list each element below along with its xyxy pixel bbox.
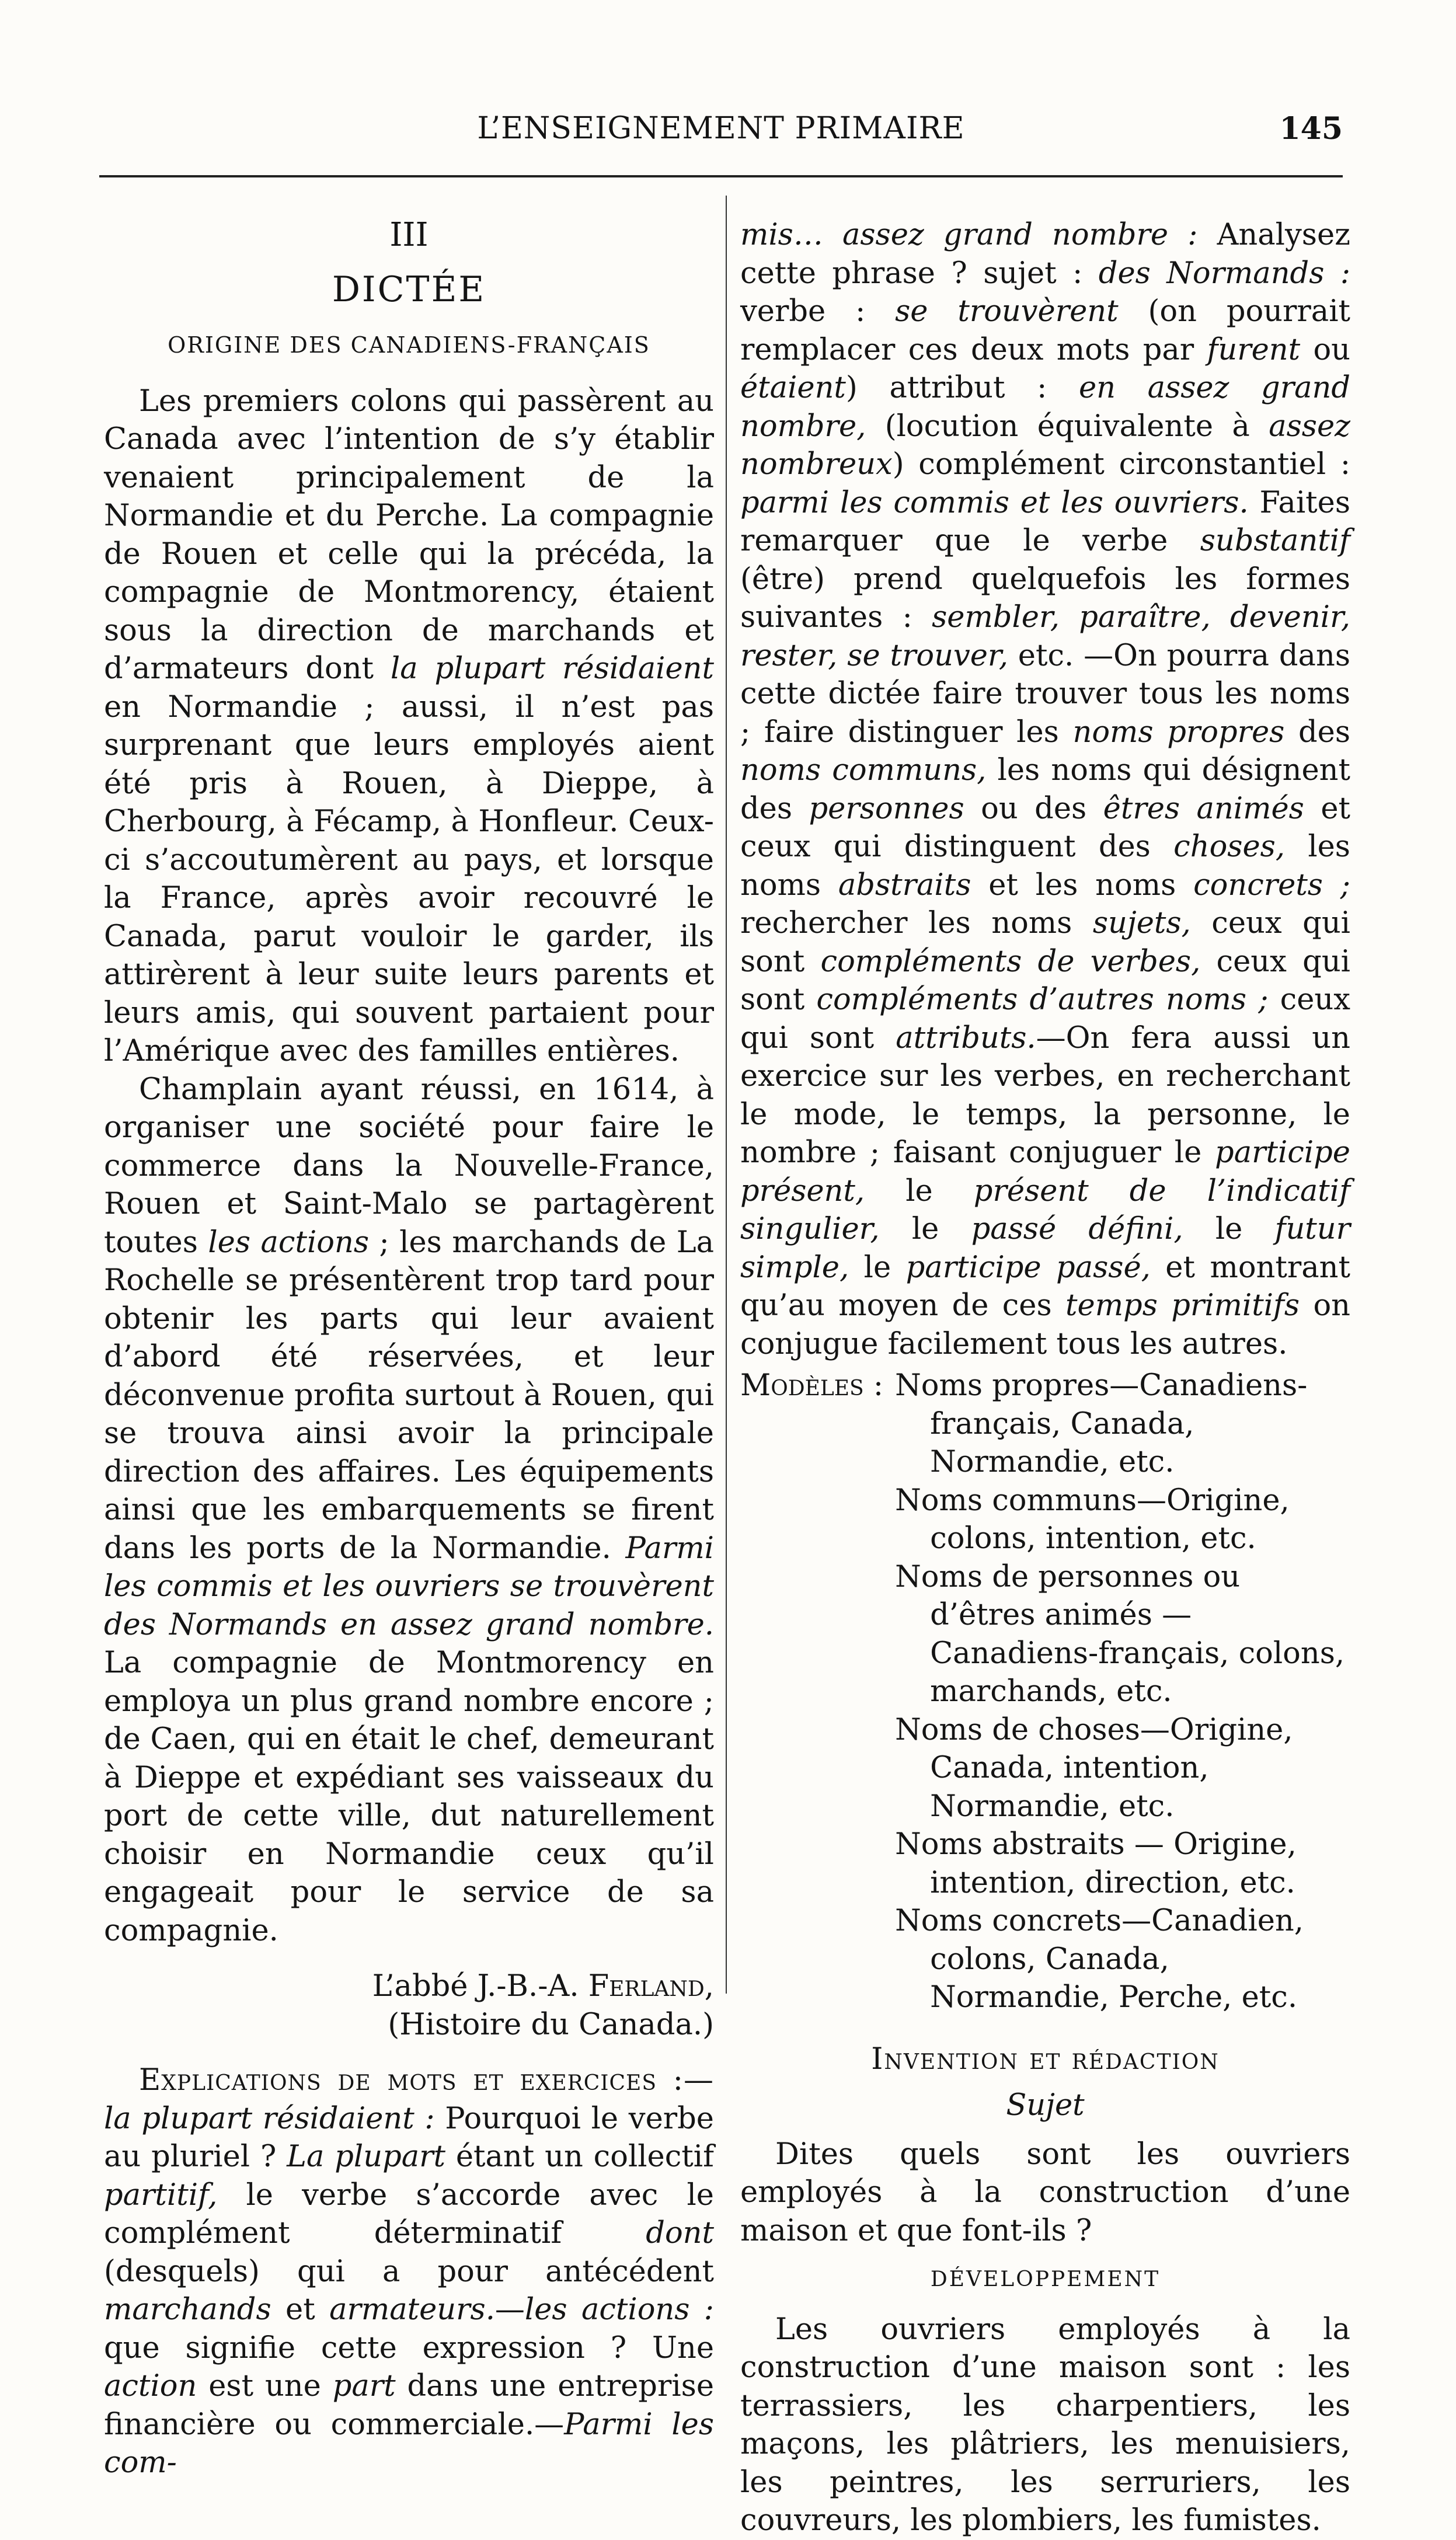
text-run: et les noms — [971, 867, 1194, 903]
italic-run: êtres animés — [1103, 791, 1304, 826]
text-run: des — [1284, 715, 1351, 750]
italic-run: noms communs, — [740, 753, 987, 788]
italic-run: compléments d’autres noms ; — [816, 982, 1269, 1017]
text-run: Les premiers colons qui passèrent au Canada avec l’intention de s’y établir venaient principalement de la Normandie et du Perche. La compagnie de Rouen et celle qui la précéda, la compagnie de Montmorency, étaient sous la direction de marchands et d’armateurs dont — [104, 384, 714, 686]
text-run: le verbe s’accorde avec le complément déterminatif — [104, 2177, 714, 2250]
explanations-paragraph — [104, 2061, 714, 2482]
italic-run: compléments de verbes, — [820, 944, 1201, 979]
text-run: étant un collectif — [445, 2140, 714, 2174]
model-item: Noms de personnes ou d’êtres animés — Canadiens-français, colons, marchands, etc. — [895, 1559, 1345, 1709]
running-header — [99, 111, 1343, 158]
page-number: 145 — [1279, 111, 1343, 147]
attribution-author — [104, 1967, 714, 2006]
author-prefix: L’abbé J.-B.-A. — [372, 1969, 588, 2004]
italic-run: les actions — [208, 1225, 370, 1260]
model-item: Noms de choses—Origine, Canada, intention, Normandie, etc. — [895, 1712, 1293, 1824]
italic-run: action — [104, 2369, 197, 2403]
italic-run: sembler, paraître, devenir, rester, se trouver, — [740, 600, 1350, 673]
development-text: Les ouvriers employés à la construction d’une maison sont : les terrassiers, les charpentiers, les maçons, les plâtriers, les menuisiers, les peintres, les serruriers, les couvreurs, les plombiers, les fumistes. — [740, 2312, 1350, 2538]
text-run: (être) prend quelquefois les formes suivantes : — [740, 562, 1350, 635]
italic-run: attributs. — [896, 1020, 1036, 1055]
dictation-paragraph-2 — [104, 1071, 714, 1950]
italic-run: parmi les commis et les ouvriers. — [740, 485, 1249, 520]
text-run: ceux qui sont — [740, 906, 1350, 979]
explanations-heading: Explications de mots et exercices :— — [139, 2063, 714, 2097]
invention-heading: Invention et rédaction — [871, 2041, 1220, 2076]
text-run: les noms qui désignent des — [740, 753, 1350, 826]
dictation-subtitle: ORIGINE DES CANADIENS-FRANÇAIS — [168, 332, 650, 358]
italic-run: présent de l’indicatif singulier, — [740, 1173, 1350, 1246]
text-run: (locution équivalente à — [866, 409, 1269, 444]
italic-run: passé défini, — [971, 1212, 1183, 1246]
italic-run: sujets, — [1092, 906, 1191, 940]
dictation-paragraph-1 — [104, 382, 714, 1071]
italic-run: armateurs. — [329, 2292, 495, 2327]
subject-label: Sujet — [1006, 2088, 1085, 2123]
attribution — [104, 1967, 714, 2044]
column-divider — [726, 196, 727, 1994]
italic-run: substantif — [1200, 524, 1350, 558]
italic-run: des Normands : — [1098, 256, 1351, 291]
text-run: le — [849, 1250, 906, 1285]
development-heading: DÉVELOPPEMENT — [930, 2267, 1161, 2291]
model-item: Noms abstraits — Origine, intention, direction, etc. — [895, 1827, 1297, 1900]
italic-run: participe présent, — [740, 1135, 1350, 1208]
text-run: ceux qui sont — [740, 944, 1350, 1017]
text-run: ou des — [964, 791, 1103, 826]
text-run: (on pourrait remplacer ces deux mots par — [740, 294, 1350, 367]
text-run: — — [494, 2292, 525, 2327]
text-run: dans une entreprise financière ou commerciale.— — [104, 2369, 715, 2442]
italic-run: étaient — [740, 371, 846, 405]
italic-run: Parmi les com- — [104, 2407, 714, 2480]
italic-run: La plupart — [287, 2140, 445, 2174]
text-run: Analysez cette phrase ? sujet : — [740, 218, 1351, 291]
italic-run: se trouvèrent — [895, 294, 1119, 329]
attribution-source: (Histoire du Canada.) — [388, 2007, 714, 2042]
italic-run: mis… assez grand nombre : — [740, 218, 1198, 252]
italic-run: abstraits — [838, 867, 971, 903]
text-run: le — [879, 1212, 971, 1246]
section-number: III — [389, 216, 429, 254]
italic-run: Parmi les commis et les ouvriers se trouvèrent des Normands en assez grand nombre. — [104, 1531, 714, 1642]
section-title: DICTÉE — [332, 269, 486, 310]
text-run: Pourquoi le verbe au pluriel ? — [104, 2101, 714, 2174]
text-run: (desquels) qui a pour antécédent — [104, 2254, 714, 2289]
text-run: rechercher les noms — [740, 906, 1093, 940]
header-rule — [99, 175, 1343, 177]
italic-run: dont — [646, 2216, 714, 2250]
text-run: et — [271, 2292, 330, 2327]
italic-run: en assez grand nombre, — [740, 371, 1350, 444]
text-run: La compagnie de Montmorency en employa un plus grand nombre encore ; de Caen, qui en était le chef, demeurant à Dieppe et expédiant ses vaisseaux du port de cette ville, dut naturellement choisir en Normandie ceux qu’il engageait pour le service de sa compagnie. — [104, 1646, 714, 1948]
italic-run: la plupart résidaient : — [104, 2101, 435, 2136]
text-run: ) attribut : — [845, 371, 1079, 405]
models-label: Modèles : — [740, 1368, 884, 1403]
right-column — [740, 216, 1350, 2540]
text-run: est une — [197, 2369, 333, 2403]
models-block — [740, 1367, 1350, 2017]
text-run: et montrant qu’au moyen de ces — [740, 1250, 1350, 1323]
running-title: L’ENSEIGNEMENT PRIMAIRE — [477, 111, 965, 146]
text-run: en Normandie ; aussi, il n’est pas surprenant que leurs employés aient été pris à Rouen, à Dieppe, à Cherbourg, à Fécamp, à Honfleur. Ceux-ci s’accoutumèrent au pays, et lorsque la France, après avoir recouvré le Canada, parut vouloir le garder, ils attirèrent à leur suite leurs parents et leurs amis, qui souvent partaient pour l’Amérique avec des familles entières. — [104, 689, 714, 1068]
italic-run: partitif, — [104, 2177, 218, 2213]
models-list — [895, 1367, 1350, 2017]
text-run: ceux qui sont — [740, 982, 1350, 1055]
text-run: et ceux qui distinguent des — [740, 791, 1351, 864]
italic-run: participe passé, — [905, 1250, 1151, 1285]
text-run: le — [865, 1173, 974, 1208]
italic-run: part — [332, 2369, 396, 2403]
italic-run: furent — [1207, 332, 1301, 367]
italic-run: assez nombreux — [740, 409, 1350, 482]
text-run: les noms — [740, 830, 1350, 903]
text-run: verbe : — [740, 294, 896, 329]
text-run: ou — [1300, 332, 1351, 367]
model-item: Noms communs—Origine, colons, intention, etc. — [895, 1483, 1290, 1556]
text-run: —On fera aussi un exercice sur les verbes, en recherchant le mode, le temps, la personne, le nombre ; faisant conjuguer le — [740, 1020, 1350, 1170]
model-item: Noms propres—Canadiens-français, Canada, Normandie, etc. — [895, 1368, 1308, 1479]
text-run: que signifie cette expression ? Une — [104, 2330, 714, 2365]
text-run: on conjugue facilement tous les autres. — [740, 1288, 1350, 1361]
italic-run: la plupart résidaient — [390, 651, 714, 686]
text-run: Champlain ayant réussi, en 1614, à organiser une société pour faire le commerce dans la Nouvelle-France, Rouen et Saint-Malo se partagèrent toutes — [104, 1072, 714, 1260]
italic-run: noms propres — [1072, 715, 1285, 750]
italic-run: temps primitifs — [1065, 1288, 1300, 1323]
text-run: le — [1183, 1212, 1275, 1246]
author-name: Ferland, — [588, 1969, 714, 2004]
italic-run: marchands — [104, 2292, 271, 2327]
model-item: Noms concrets—Canadien, colons, Canada, Normandie, Perche, etc. — [895, 1904, 1304, 2015]
italic-run: futur simple, — [740, 1212, 1351, 1285]
exercise-continuation — [740, 216, 1350, 1363]
text-run: ; les marchands de La Rochelle se présentèrent trop tard pour obtenir les parts qui leur avaient d’abord été réservées, et leur déconvenue profita surtout à Rouen, qui se trouva ainsi avoir la principale direction des affaires. Les équipements ainsi que les embarquements se firent dans les ports de la Normandie. — [104, 1225, 715, 1566]
italic-run: les actions : — [524, 2292, 714, 2327]
left-column — [104, 216, 714, 2482]
text-run: Faites remarquer que le verbe — [740, 485, 1350, 558]
italic-run: personnes — [809, 791, 964, 826]
italic-run: choses, — [1173, 830, 1286, 864]
italic-run: concrets ; — [1193, 867, 1350, 903]
text-run: ) complément circonstantiel : — [892, 447, 1350, 482]
subject-text: Dites quels sont les ouvriers employés à la construction d’une maison et que font-ils ? — [740, 2137, 1350, 2248]
text-run: etc. —On pourra dans cette dictée faire trouver tous les noms ; faire distinguer les — [740, 638, 1350, 750]
